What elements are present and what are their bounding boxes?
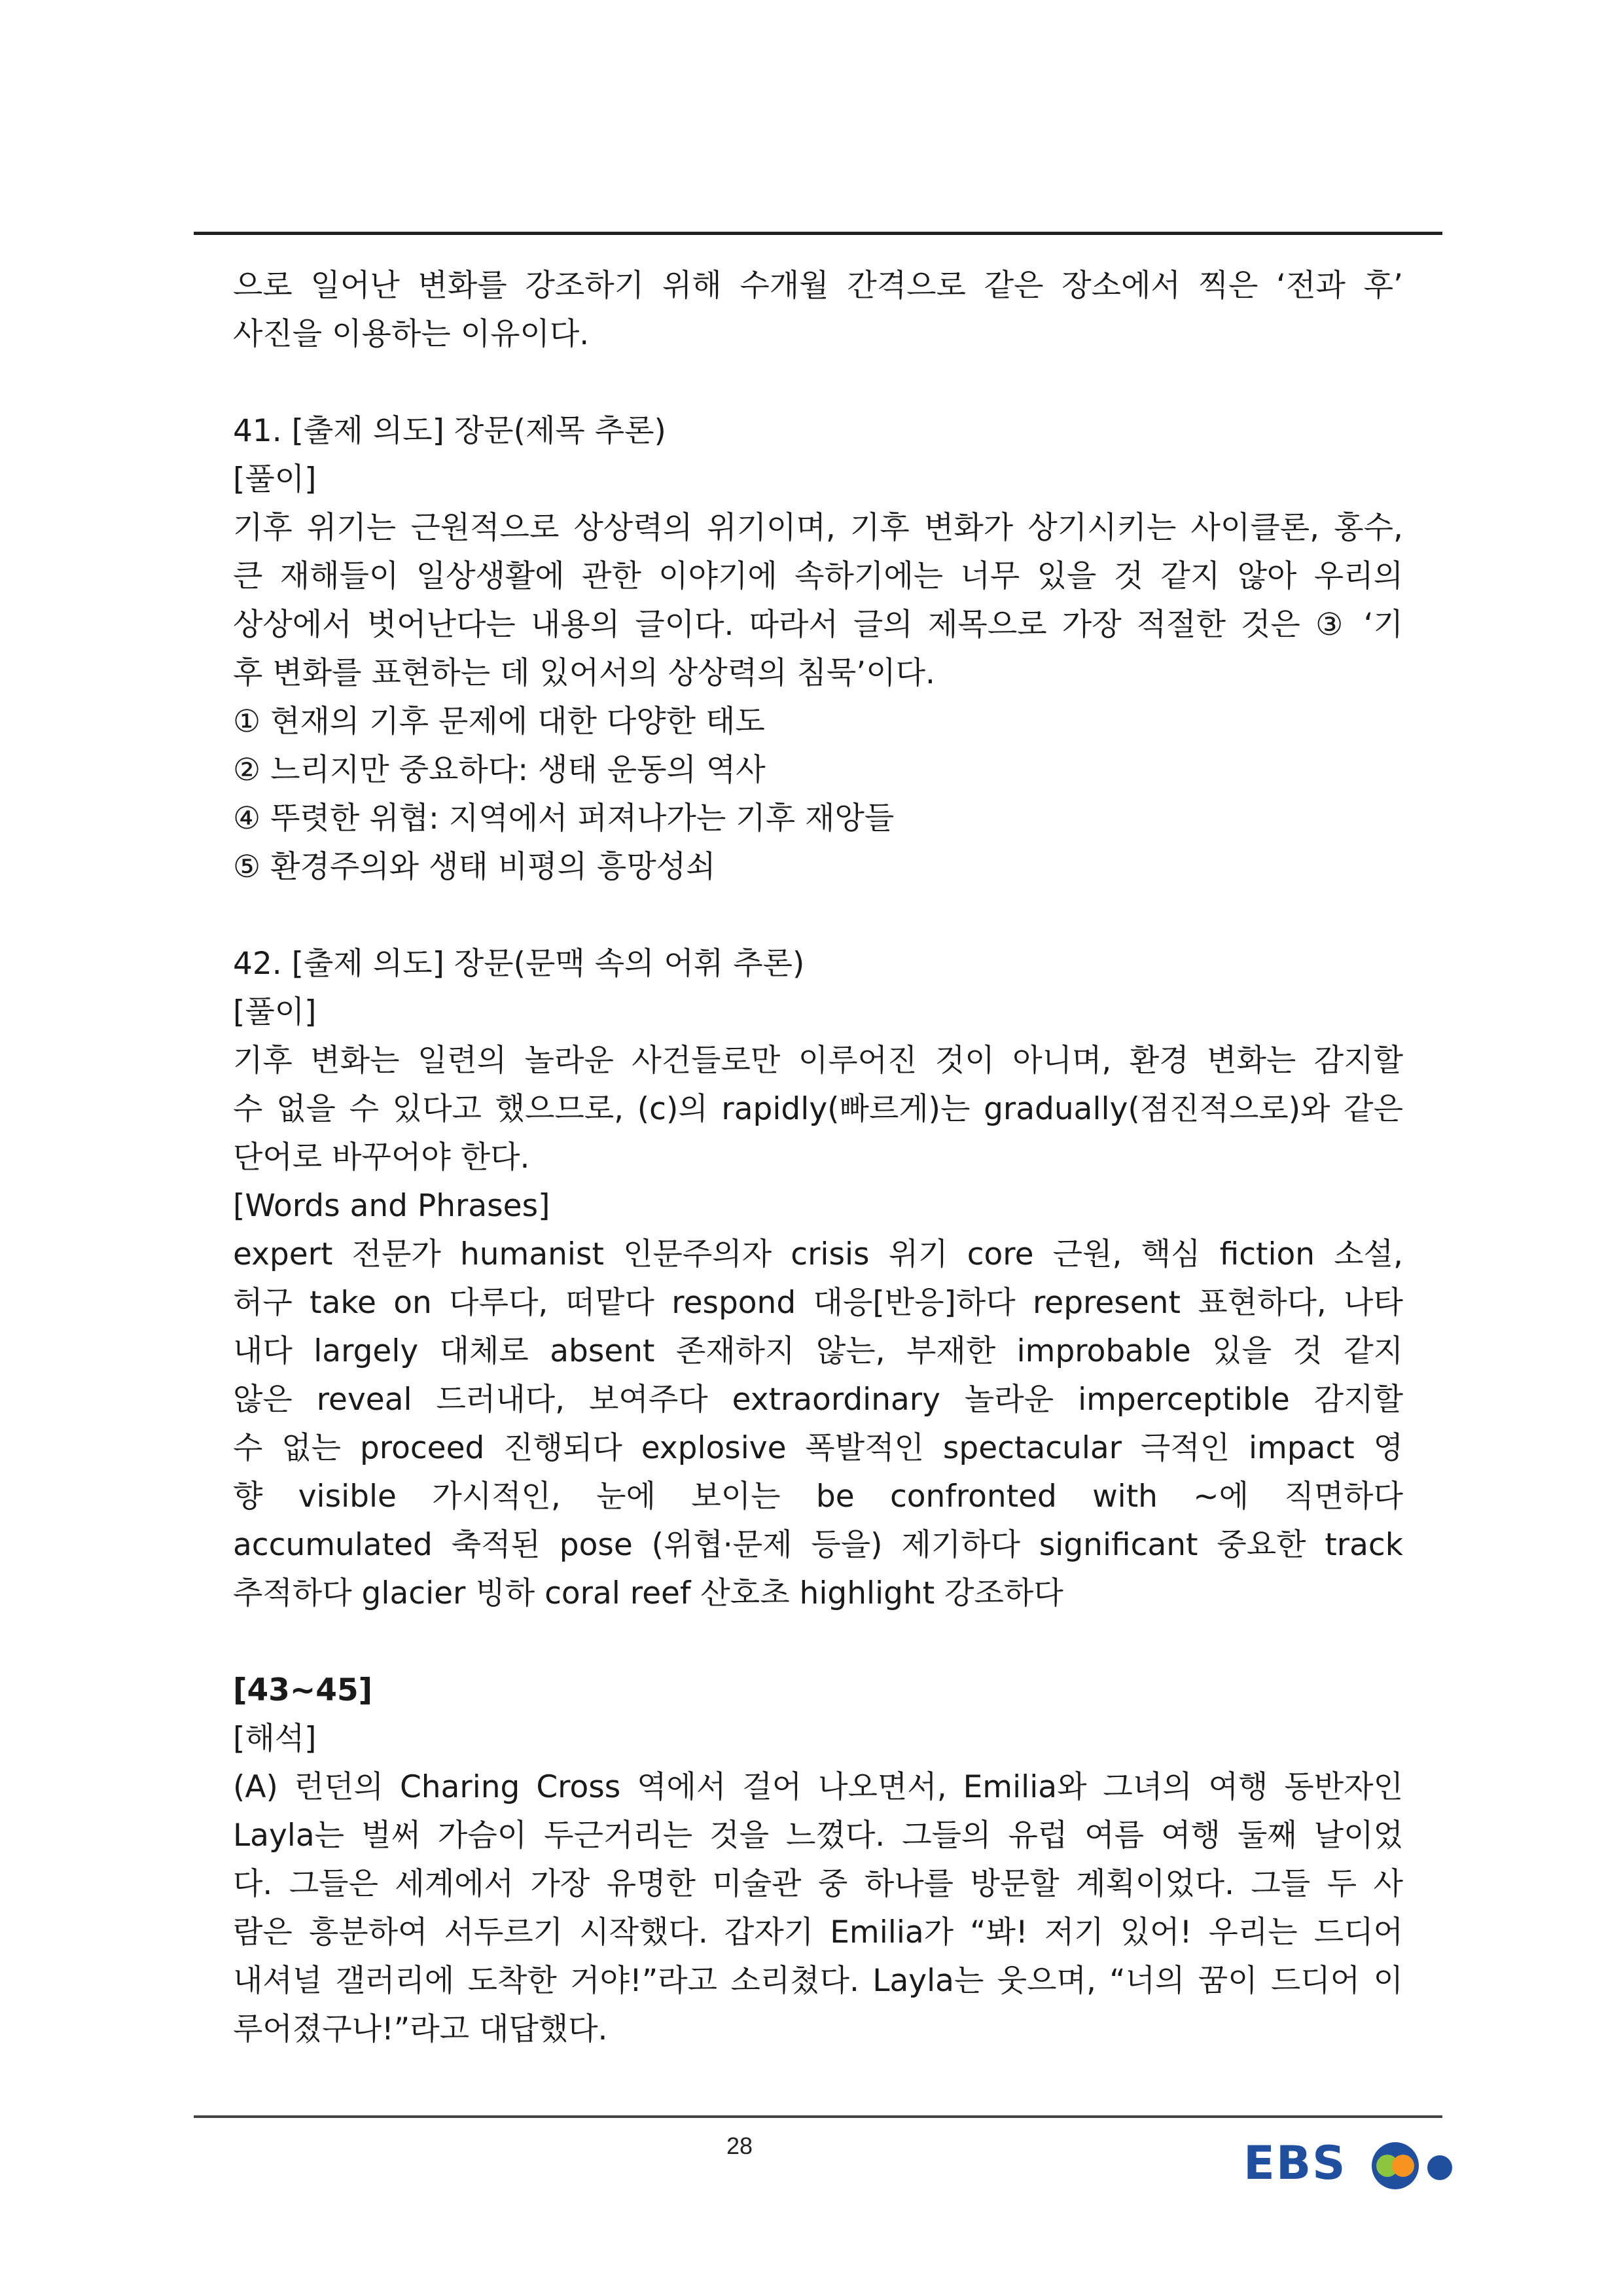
spacer (233, 891, 1403, 940)
q43-45-line: Layla는 벌써 가슴이 두근거리는 것을 느꼈다. 그들의 유럽 여름 여행 둘째 날이었 (233, 1818, 1403, 1854)
q43-45-line: 람은 흥분하여 서두르기 시작했다. 갑자기 Emilia가 “봐! 저기 있어! 우리는 드디어 (233, 1914, 1403, 1950)
q43-45-line: 내셔널 갤러리에 도착한 거야!”라고 소리쳤다. Layla는 웃으며, “너의 꿈이 드디어 이 (233, 1963, 1403, 1999)
q43-45-line: (A) 런던의 Charing Cross 역에서 걸어 나오면서, Emilia와 그녀의 여행 동반자인 (233, 1769, 1403, 1805)
q41-option: ② 느리지만 중요하다: 생태 운동의 역사 (233, 752, 766, 788)
q41-option: ⑤ 환경주의와 생태 비평의 흥망성쇠 (233, 849, 716, 885)
page-number: 28 (726, 2132, 753, 2159)
q41-line: 상상에서 벗어난다는 내용의 글이다. 따라서 글의 제목으로 가장 적절한 것은 ③ ‘기 (233, 607, 1403, 643)
q42-words-line: accumulated 축적된 pose (위협·문제 등을) 제기하다 significant 중요한 track (233, 1527, 1403, 1563)
logo-text: EBS (1243, 2136, 1347, 2190)
spacer (233, 359, 1403, 407)
q41-line: 큰 재해들이 일상생활에 관한 이야기에 속하기에는 너무 있을 것 같지 않아 우리의 (233, 558, 1403, 594)
q42-words-line: 않은 reveal 드러내다, 보여주다 extraordinary 놀라운 imperceptible 감지할 (233, 1382, 1403, 1418)
q42-words-label: [Words and Phrases] (233, 1188, 550, 1224)
header-rule (194, 232, 1442, 235)
q42-solution-label: [풀이] (233, 994, 317, 1030)
intro-line: 으로 일어난 변화를 강조하기 위해 수개월 간격으로 같은 장소에서 찍은 ‘전과 후’ (233, 268, 1403, 304)
footer-rule (194, 2115, 1442, 2118)
q41-option: ① 현재의 기후 문제에 대한 다양한 태도 (233, 704, 765, 740)
q42-words-line: 허구 take on 다루다, 떠맡다 respond 대응[반응]하다 represent 표현하다, 나타 (233, 1285, 1403, 1321)
q42-words-line: 향 visible 가시적인, 눈에 보이는 be confronted with ~에 직면하다 (233, 1479, 1403, 1515)
q42-heading: 42. [출제 의도] 장문(문맥 속의 어휘 추론) (233, 946, 805, 982)
ebs-logo-mark (1243, 2128, 1459, 2200)
q43-45-translation-label: [해석] (233, 1721, 317, 1757)
q41-option: ④ 뚜렷한 위협: 지역에서 퍼져나가는 기후 재앙들 (233, 800, 895, 836)
ebs-logo (1243, 2128, 1459, 2200)
q42-line: 기후 변화는 일련의 놀라운 사건들로만 이루어진 것이 아니며, 환경 변화는 감지할 (233, 1043, 1403, 1079)
q43-45-line: 루어졌구나!”라고 대답했다. (233, 2011, 608, 2047)
q41-line: 기후 위기는 근원적으로 상상력의 위기이며, 기후 변화가 상기시키는 사이클론, 홍수, (233, 510, 1403, 546)
q42-words-line: expert 전문가 humanist 인문주의자 crisis 위기 core 근원, 핵심 fiction 소설, (233, 1236, 1403, 1272)
q41-heading: 41. [출제 의도] 장문(제목 추론) (233, 413, 666, 449)
intro-line: 사진을 이용하는 이유이다. (233, 316, 590, 352)
q42-words-line: 추적하다 glacier 빙하 coral reef 산호초 highlight 강조하다 (233, 1575, 1063, 1611)
q43-45-heading: [43~45] (233, 1672, 373, 1708)
q43-45-line: 다. 그들은 세계에서 가장 유명한 미술관 중 하나를 방문할 계획이었다. 그들 두 사 (233, 1866, 1403, 1902)
q42-line: 수 없을 수 있다고 했으므로, (c)의 rapidly(빠르게)는 gradually(점진적으로)와 같은 (233, 1091, 1403, 1127)
q42-words-line: 내다 largely 대체로 absent 존재하지 않는, 부재한 improbable 있을 것 같지 (233, 1333, 1403, 1369)
q42-line: 단어로 바꾸어야 한다. (233, 1139, 530, 1175)
q41-solution-label: [풀이] (233, 461, 317, 497)
q41-line: 후 변화를 표현하는 데 있어서의 상상력의 침묵’이다. (233, 655, 935, 691)
document-body (233, 262, 1403, 2054)
q42-words-line: 수 없는 proceed 진행되다 explosive 폭발적인 spectacular 극적인 impact 영 (233, 1430, 1403, 1466)
spacer (233, 1618, 1403, 1666)
